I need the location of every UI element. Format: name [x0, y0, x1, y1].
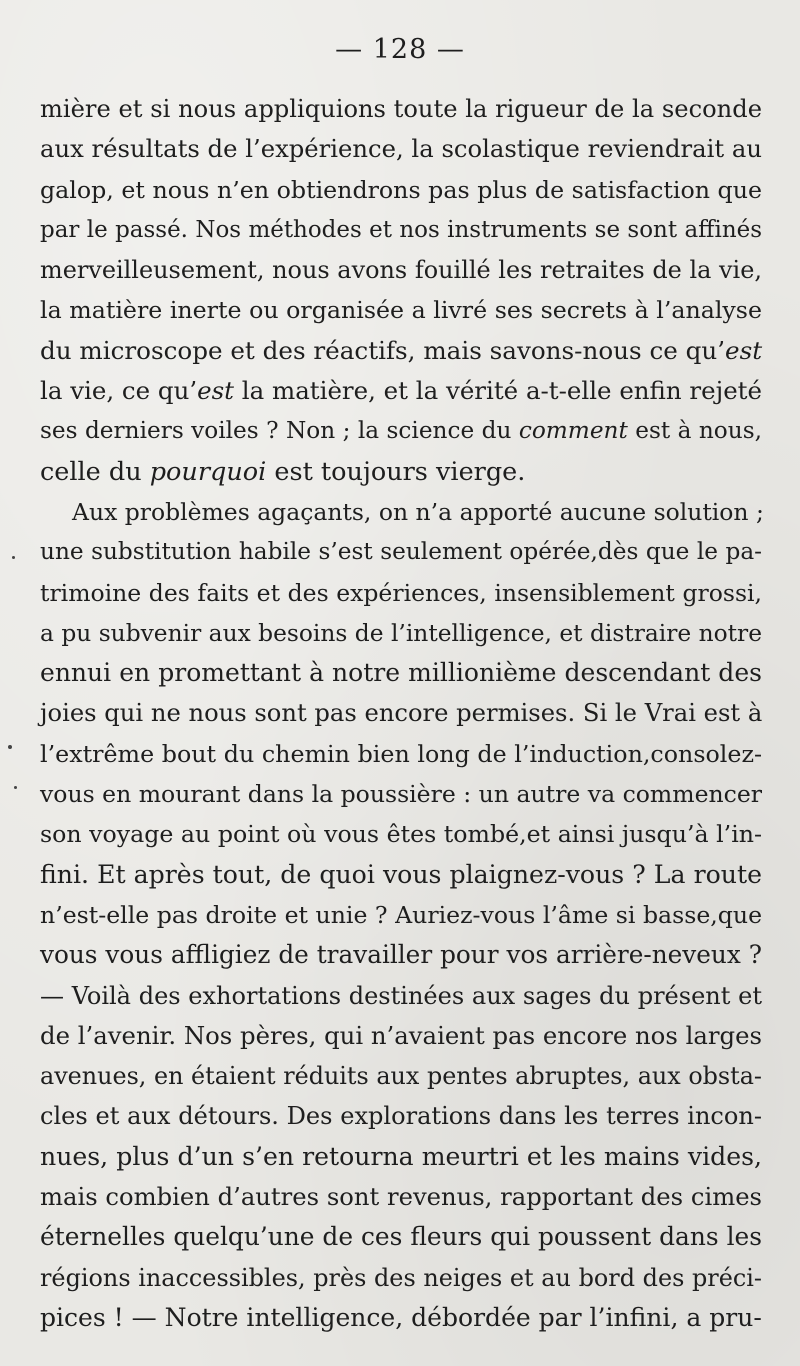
- text-line: [40, 976, 762, 1016]
- text-segment: celle du: [40, 456, 150, 487]
- text-segment: cles et aux détours. Des explorations dans les terres incon-: [40, 1102, 762, 1131]
- text-segment: trimoine des faits et des expériences, insensiblement grossi,: [40, 578, 762, 607]
- text-line: [40, 855, 762, 895]
- text-segment: merveilleusement, nous avons fouillé les retraites de la vie,: [40, 256, 762, 285]
- text-segment: joies qui ne nous sont pas encore permises. Si le Vrai est à: [40, 699, 763, 728]
- print-speck: [14, 786, 17, 789]
- text-line: [40, 210, 762, 250]
- text-segment: pices ! — Notre intelligence, débordée par l’infini, a pru-: [40, 1302, 762, 1332]
- text-line: [40, 814, 762, 854]
- text-segment: est toujours vierge.: [266, 456, 526, 487]
- text-line: [40, 1177, 762, 1217]
- text-line: [40, 411, 762, 451]
- text-line: [40, 290, 762, 330]
- italic-text: est: [197, 376, 234, 406]
- text-segment: fini. Et après tout, de quoi vous plaignez-vous ? La route: [40, 859, 762, 889]
- text-segment: a pu subvenir aux besoins de l’intelligence, et distraire notre: [40, 618, 762, 647]
- text-line: [40, 1137, 762, 1177]
- text-segment: éternelles quelqu’une de ces fleurs qui poussent dans les: [40, 1222, 762, 1252]
- text-segment: ses derniers voiles ? Non ; la science du: [40, 417, 519, 445]
- text-line: [40, 331, 762, 371]
- body-text: [40, 89, 762, 1338]
- text-segment: par le passé. Nos méthodes et nos instruments se sont affinés: [40, 216, 762, 243]
- text-line: [40, 492, 762, 532]
- text-segment: est à nous,: [627, 417, 762, 445]
- text-segment: son voyage au point où vous êtes tombé,et ainsi jusqu’à l’in-: [40, 820, 762, 849]
- text-segment: mière et si nous appliquions toute la rigueur de la seconde: [40, 95, 762, 123]
- text-line: [40, 774, 762, 814]
- text-segment: la matière, et la vérité a-t-elle enfin rejeté: [233, 376, 762, 406]
- text-line: [40, 734, 762, 774]
- text-line: [40, 693, 762, 733]
- text-segment: la vie, ce qu’: [40, 376, 198, 406]
- text-line: [40, 89, 762, 129]
- text-segment: nues, plus d’un s’en retourna meurtri et les mains vides,: [40, 1141, 762, 1171]
- text-line: [40, 1096, 762, 1136]
- text-line: [40, 1258, 762, 1298]
- text-line: [40, 371, 762, 411]
- text-line: [40, 895, 762, 935]
- italic-text: est: [725, 335, 763, 365]
- print-speck: [12, 556, 15, 559]
- text-line: [40, 532, 762, 572]
- text-line: [40, 653, 762, 693]
- text-segment: une substitution habile s’est seulement opérée,dès que le pa-: [40, 538, 762, 566]
- italic-text: pourquoi: [149, 456, 267, 487]
- page-number: — 128 —: [335, 34, 465, 65]
- text-segment: de l’avenir. Nos pères, qui n’avaient pas encore nos larges: [40, 1020, 762, 1050]
- text-line: [40, 613, 762, 653]
- text-segment: du microscope et des réactifs, mais savons-nous ce qu’: [40, 335, 726, 365]
- text-line: [40, 170, 762, 210]
- text-line: [40, 129, 762, 169]
- text-segment: régions inaccessibles, près des neiges et au bord des préci-: [40, 1263, 762, 1292]
- text-line: [40, 1056, 762, 1096]
- text-segment: ennui en promettant à notre millionième descendant des: [40, 658, 762, 688]
- text-segment: vous en mourant dans la poussière : un autre va commencer: [40, 780, 762, 809]
- text-line: [40, 1217, 762, 1257]
- text-line: [40, 1298, 762, 1338]
- print-speck: [8, 745, 12, 749]
- italic-text: comment: [518, 417, 628, 445]
- text-line: [40, 573, 762, 613]
- text-line: [40, 935, 762, 975]
- text-segment: avenues, en étaient réduits aux pentes abruptes, aux obsta-: [40, 1062, 762, 1091]
- text-segment: galop, et nous n’en obtiendrons pas plus de satisfaction que: [40, 175, 762, 204]
- text-line: [40, 452, 762, 492]
- text-segment: n’est-elle pas droite et unie ? Auriez-vous l’âme si basse,que: [40, 900, 763, 929]
- text-line: [40, 1016, 762, 1056]
- text-line: [40, 250, 762, 290]
- text-segment: Aux problèmes agaçants, on n’a apporté aucune solution ;: [72, 497, 764, 526]
- text-segment: aux résultats de l’expérience, la scolastique reviendrait au: [40, 134, 762, 164]
- text-segment: la matière inerte ou organisée a livré ses secrets à l’analyse: [40, 296, 762, 325]
- text-segment: l’extrême bout du chemin bien long de l’induction,consolez-: [40, 739, 762, 768]
- text-segment: mais combien d’autres sont revenus, rapportant des cimes: [40, 1182, 762, 1212]
- text-segment: — Voilà des exhortations destinées aux sages du présent et: [40, 981, 762, 1010]
- text-segment: vous vous affligiez de travailler pour vos arrière-neveux ?: [40, 940, 762, 970]
